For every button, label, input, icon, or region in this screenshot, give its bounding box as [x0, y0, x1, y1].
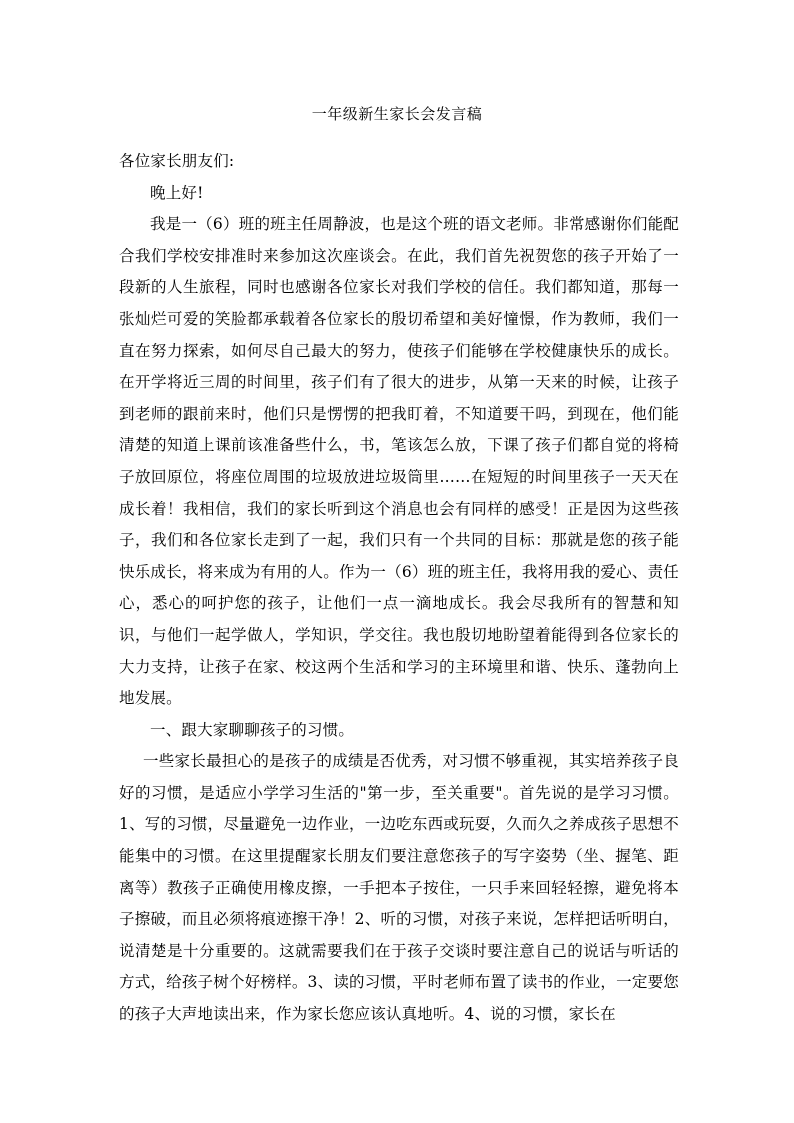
section-heading-habits: 一、跟大家聊聊孩子的习惯。 [150, 720, 355, 739]
salutation: 各位家长朋友们: [119, 152, 235, 170]
greeting: 晚上好! [150, 183, 204, 202]
paragraph-intro: 我是一（6）班的班主任周静波，也是这个班的语文老师。非常感谢你们能配合我们学校安排准时来参加这次座谈会。在此，我们首先祝贺您的孩子开始了一段新的人生旅程，同时也感谢各位家长对我们学校的信任。我们都知道，那每一张灿烂可爱的笑脸都承载着各位家长的殷切希望和美好憧憬，作为教师，我们一直在努力探索，如何尽自己最大的努力，使孩子们能够在学校健康快乐的成长。在开学将近三周的时间里，孩子们有了很大的进步，从第一天来的时候，让孩子到老师的跟前来时，他们只是愣愣的把我盯着，不知道要干吗，到现在，他们能清楚的知道上课前该准备些什么，书，笔该怎么放，下课了孩子们都自觉的将椅子放回原位，将座位周围的垃圾放进垃圾筒里……在短短的时间里孩子一天天在成长着！我相信，我们的家长听到这个消息也会有同样的感受！正是因为这些孩子，我们和各位家长走到了一起，我们只有一个共同的目标：那就是您的孩子能快乐成长，将来成为有用的人。作为一（6）班的班主任，我将用我的爱心、责任心，悉心的呵护您的孩子，让他们一点一滴地成长。我会尽我所有的智慧和知识，与他们一起学做人，学知识，学交往。我也殷切地盼望着能得到各位家长的大力支持，让孩子在家、校这两个生活和学习的主环境里和谐、快乐、蓬勃向上地发展。 [119, 215, 679, 708]
document-title: 一年级新生家长会发言稿 [311, 105, 483, 123]
document-body [119, 146, 679, 1031]
paragraph-habits: 一些家长最担心的是孩子的成绩是否优秀，对习惯不够重视，其实培养孩子良好的习惯，是适应小学学习生活的"第一步，至关重要"。首先说的是学习习惯。1、写的习惯，尽量避免一边作业，一边吃东西或玩耍，久而久之养成孩子思想不能集中的习惯。在这里提醒家长朋友们要注意您孩子的写字姿势（坐、握笔、距离等）教孩子正确使用橡皮擦，一手把本子按住，一只手来回轻轻擦，避免将本子擦破，而且必须将痕迹擦干净！2、听的习惯，对孩子来说，怎样把话听明白，说清楚是十分重要的。这就需要我们在于孩子交谈时要注意自己的说话与听话的方式，给孩子树个好榜样。3、读的习惯，平时老师布置了读书的作业，一定要您的孩子大声地读出来，作为家长您应该认真地听。4、说的习惯，家长在 [119, 752, 679, 1024]
